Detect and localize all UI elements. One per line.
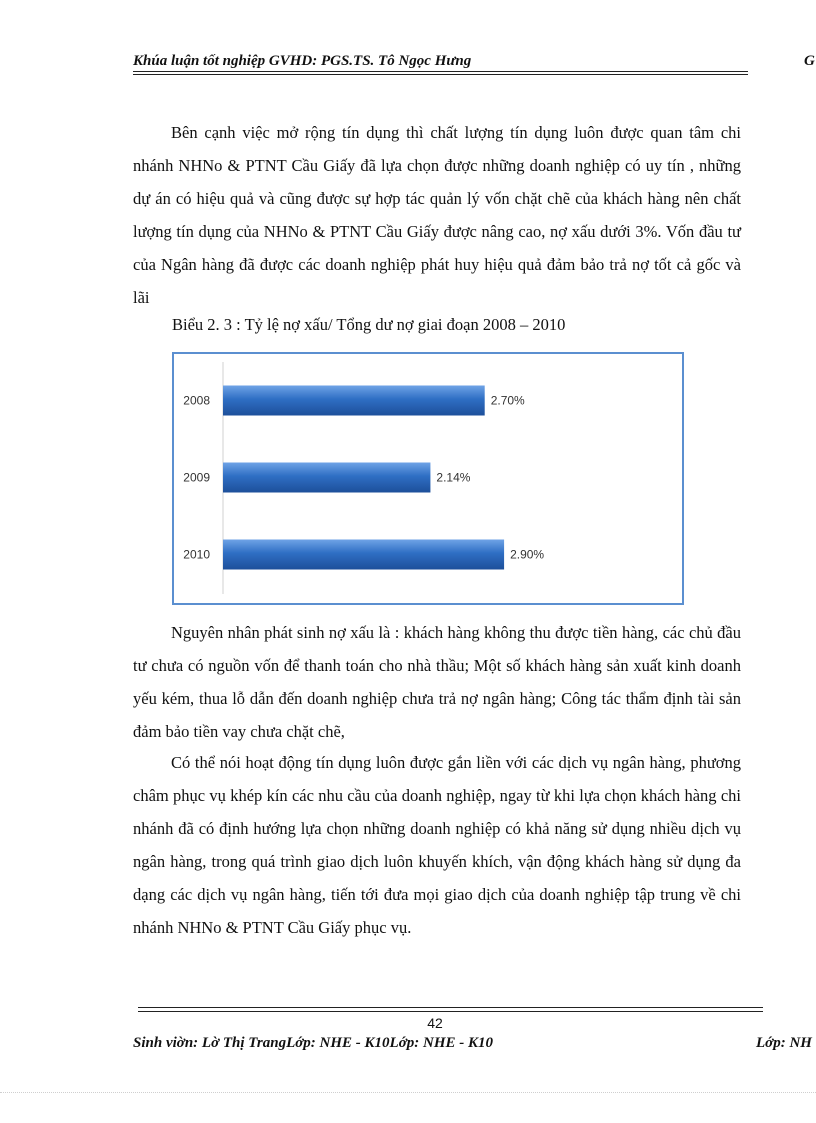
bar-2008 xyxy=(223,386,485,416)
value-label-2008: 2.70% xyxy=(490,393,525,408)
page-number: 42 xyxy=(427,1015,443,1031)
bar-2009 xyxy=(223,463,430,493)
value-label-2010: 2.90% xyxy=(510,547,545,562)
paragraph-bad-debt-causes: Nguyên nhân phát sinh nợ xấu là : khách hàng không thu được tiền hàng, các chủ đầu tư chưa có nguồn vốn để thanh toán cho nhà thầu; Một số khách hàng sản xuất kinh doanh yếu kém, thua lỗ dẫn đến doanh nghiệp chưa trả nợ ngân hàng; Công tác thẩm định tài sản đảm bảo tiền vay chưa chặt chẽ, xyxy=(133,623,741,741)
header-title: Khúa luận tốt nghiệp GVHD: PGS.TS. Tô Ngọc Hưng xyxy=(133,53,472,69)
category-label-2010: 2010 xyxy=(183,547,210,562)
value-label-2009: 2.14% xyxy=(436,470,471,485)
chart-frame xyxy=(172,352,684,605)
header-rule-bottom xyxy=(133,74,748,75)
header-right-text: G xyxy=(804,53,815,69)
category-label-2008: 2008 xyxy=(183,393,210,408)
footer-student-info: Sinh viờn: Lờ Thị TrangLớp: NHE - K10Lớp: NHE - K10 xyxy=(133,1035,493,1051)
chart-caption: Biểu 2. 3 : Tỷ lệ nợ xấu/ Tổng dư nợ giai đoạn 2008 – 2010 xyxy=(172,315,566,334)
header-rule-top xyxy=(133,71,748,72)
paragraph-credit-quality: Bên cạnh việc mở rộng tín dụng thì chất lượng tín dụng luôn được quan tâm chi nhánh NHNo & PTNT Cầu Giấy đã lựa chọn được những doanh nghiệp có uy tín , những dự án có hiệu quả và cũng được sự hợp tác quản lý vốn chặt chẽ của khách hàng nên chất lượng tín dụng của NHNo & PTNT Cầu Giấy được nâng cao, nợ xấu dưới 3%. Vốn đầu tư của Ngân hàng đã được các doanh nghiệp phát huy hiệu quả đảm bảo trả nợ tốt cả gốc và lãi xyxy=(133,123,741,307)
page-bottom-dotted-line xyxy=(0,1092,816,1093)
category-label-2009: 2009 xyxy=(183,470,210,485)
bar-2010 xyxy=(223,540,504,570)
footer-rule-top xyxy=(138,1007,763,1008)
footer-class-info: Lớp: NH xyxy=(756,1035,812,1051)
bad-debt-ratio-chart xyxy=(174,354,682,603)
paragraph-credit-services: Có thể nói hoạt động tín dụng luôn được gắn liền với các dịch vụ ngân hàng, phương châm phục vụ khép kín các nhu cầu của doanh nghiệp, ngay từ khi lựa chọn khách hàng chi nhánh đã có định hướng lựa chọn những doanh nghiệp có khả năng sử dụng nhiều dịch vụ ngân hàng, trong quá trình giao dịch luôn khuyến khích, vận động khách hàng sử dụng đa dạng các dịch vụ ngân hàng, tiến tới đưa mọi giao dịch của doanh nghiệp tập trung về chi nhánh NHNo & PTNT Cầu Giấy phục vụ. xyxy=(133,753,741,937)
footer-rule-bottom xyxy=(138,1011,763,1012)
